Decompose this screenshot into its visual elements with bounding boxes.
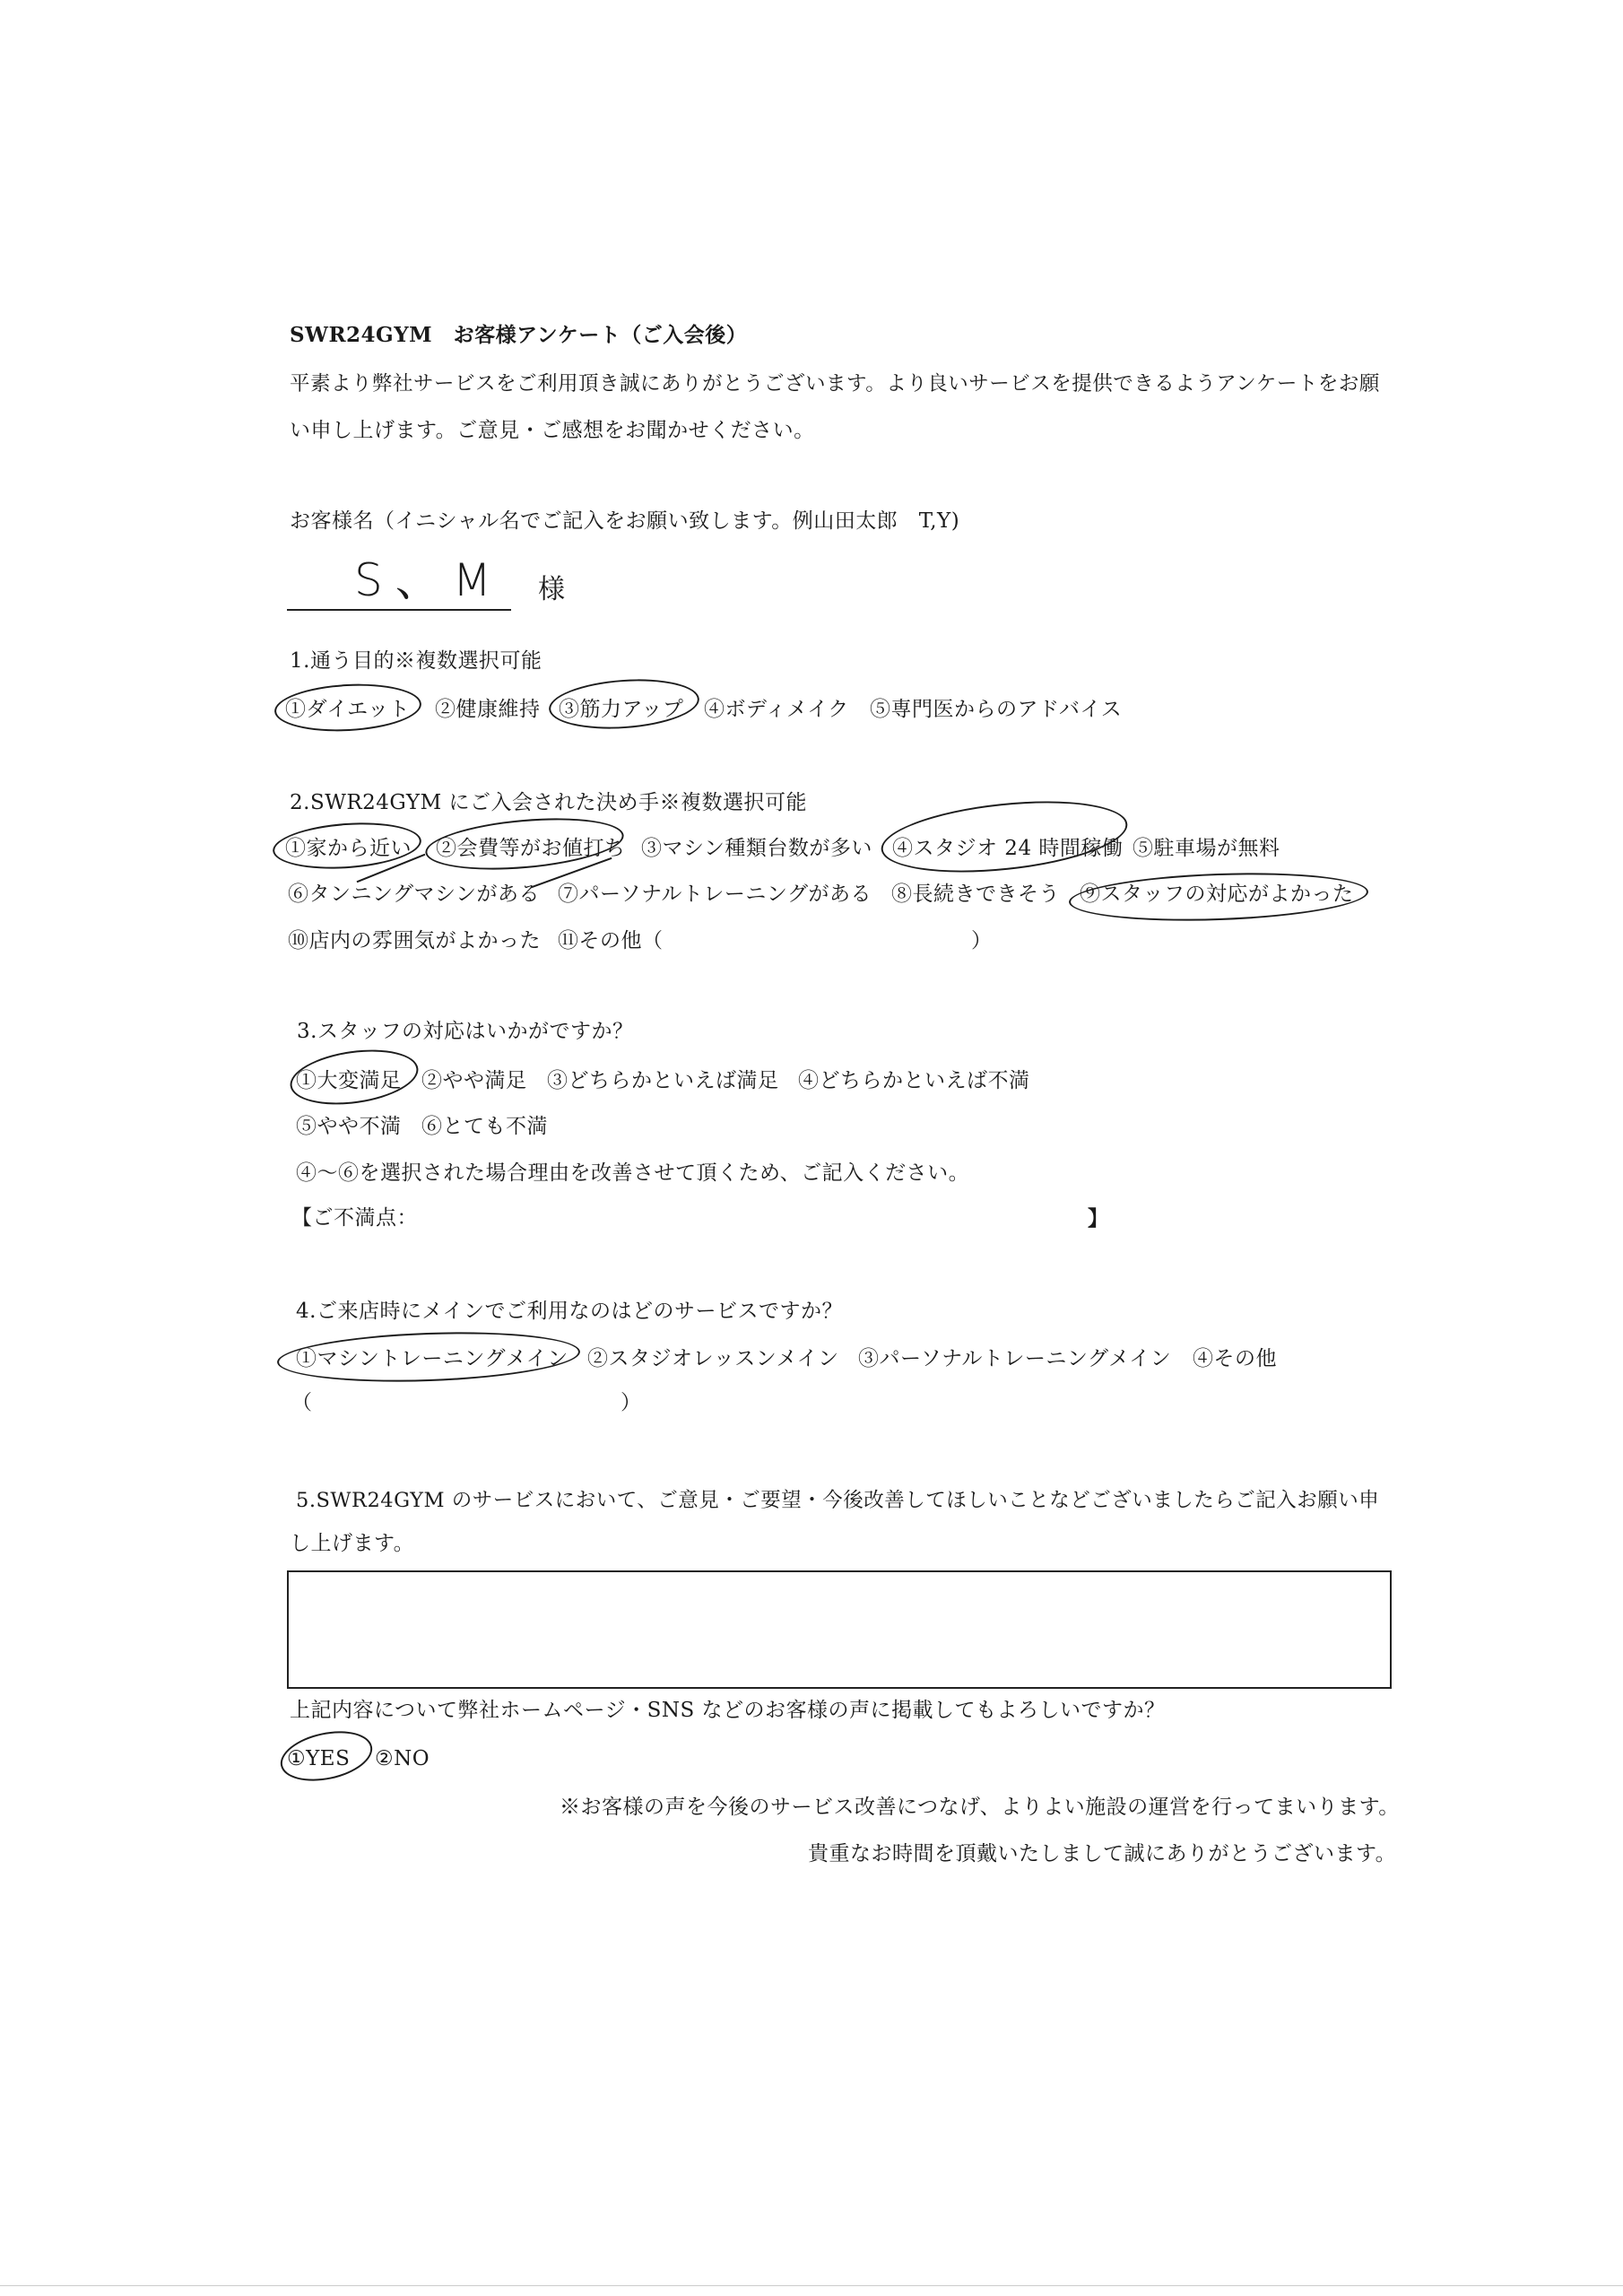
- q2-option-11[interactable]: ⑪その他（: [558, 929, 664, 952]
- intro-text-line-2: い申し上げます。ご意見・ご感想をお聞かせください。: [290, 419, 815, 442]
- q2-option-4[interactable]: ④スタジオ 24 時間稼働: [892, 837, 1124, 860]
- q4-other-field[interactable]: [323, 1393, 619, 1416]
- q2-option-10[interactable]: ⑩店内の雰囲気がよかった: [288, 929, 541, 952]
- publish-question: 上記内容について弊社ホームページ・SNS などのお客様の声に掲載してもよろしいですか？: [290, 1699, 1166, 1722]
- q2-option-2[interactable]: ②会費等がお値打ち: [436, 837, 626, 860]
- q3-option-4[interactable]: ④どちらかといえば不満: [798, 1069, 1030, 1092]
- q2-option-8[interactable]: ⑧長続きできそう: [891, 883, 1060, 906]
- page-bottom-edge: [0, 2285, 1623, 2286]
- q5-question-line-2: し上げます。: [290, 1532, 415, 1555]
- q4-question: 4.ご来店時にメインでご利用なのはどのサービスですか？: [296, 1300, 843, 1323]
- q4-option-2[interactable]: ②スタジオレッスンメイン: [587, 1347, 839, 1370]
- q2-option-9[interactable]: ⑨スタッフの対応がよかった: [1080, 883, 1354, 906]
- q2-option-5[interactable]: ⑤駐車場が無料: [1133, 837, 1280, 860]
- publish-option-yes[interactable]: ①YES: [287, 1747, 351, 1770]
- q4-option-3[interactable]: ③パーソナルトレーニングメイン: [858, 1347, 1172, 1370]
- q4-option-1[interactable]: ①マシントレーニングメイン: [296, 1347, 568, 1370]
- q1-option-3[interactable]: ③筋力アップ: [559, 698, 684, 721]
- q3-option-3[interactable]: ③どちらかといえば満足: [547, 1069, 779, 1092]
- q3-option-5[interactable]: ⑤やや不満: [296, 1115, 402, 1138]
- q3-option-2[interactable]: ②やや満足: [421, 1069, 527, 1092]
- q1-question: 1.通う目的※複数選択可能: [290, 649, 542, 673]
- q3-question: 3.スタッフの対応はいかがですか？: [297, 1020, 634, 1043]
- q3-complaint-field[interactable]: [421, 1208, 1085, 1231]
- q4-option-4[interactable]: ④その他: [1193, 1347, 1277, 1370]
- q3-option-6[interactable]: ⑥とても不満: [421, 1115, 548, 1138]
- q2-question: 2.SWR24GYM にご入会された決め手※複数選択可能: [290, 791, 807, 814]
- q1-option-4[interactable]: ④ボディメイク: [704, 698, 849, 721]
- customer-name-label: お客様名（イニシャル名でご記入をお願い致します。例山田太郎 T,Y): [290, 509, 960, 533]
- customer-honorific: 様: [538, 574, 566, 605]
- q3-complaint-open: 【ご不満点：: [291, 1206, 418, 1230]
- survey-title: SWR24GYM お客様アンケート（ご入会後）: [290, 323, 748, 347]
- q5-question-line-1: 5.SWR24GYM のサービスにおいて、ご意見・ご要望・今後改善してほしいことなどございましたらご記入お願い申: [296, 1489, 1380, 1512]
- q3-note: ④～⑥を選択された場合理由を改善させて頂くため、ご記入ください。: [296, 1161, 970, 1185]
- q2-option-1[interactable]: ①家から近い: [285, 837, 412, 860]
- q2-option-7[interactable]: ⑦パーソナルトレーニングがある: [558, 883, 872, 906]
- intro-text-line-1: 平素より弊社サービスをご利用頂き誠にありがとうございます。より良いサービスを提供できるようアンケートをお願: [290, 372, 1380, 396]
- customer-name-value[interactable]: S、M: [354, 554, 504, 606]
- q4-other-close-paren: ）: [621, 1391, 642, 1414]
- q5-answer-box[interactable]: [287, 1570, 1392, 1689]
- q1-option-1[interactable]: ①ダイエット: [285, 698, 411, 721]
- q1-option-5[interactable]: ⑤専門医からのアドバイス: [870, 698, 1123, 721]
- publish-option-no[interactable]: ②NO: [375, 1747, 430, 1770]
- footer-line-2: 貴重なお時間を頂戴いたしまして誠にありがとうございます。: [808, 1842, 1397, 1866]
- customer-name-underline: [287, 609, 511, 611]
- q2-option-6[interactable]: ⑥タンニングマシンがある: [288, 883, 540, 906]
- q2-other-close-paren: ）: [971, 929, 993, 952]
- q4-other-open-paren: （: [291, 1391, 313, 1414]
- q3-complaint-close: 】: [1088, 1206, 1109, 1231]
- q3-option-1[interactable]: ①大変満足: [296, 1069, 402, 1092]
- footer-line-1: ※お客様の声を今後のサービス改善につなげ、よりよい施設の運営を行ってまいります。: [560, 1796, 1400, 1819]
- q1-option-2[interactable]: ②健康維持: [435, 698, 541, 721]
- q2-option-3[interactable]: ③マシン種類台数が多い: [641, 837, 872, 860]
